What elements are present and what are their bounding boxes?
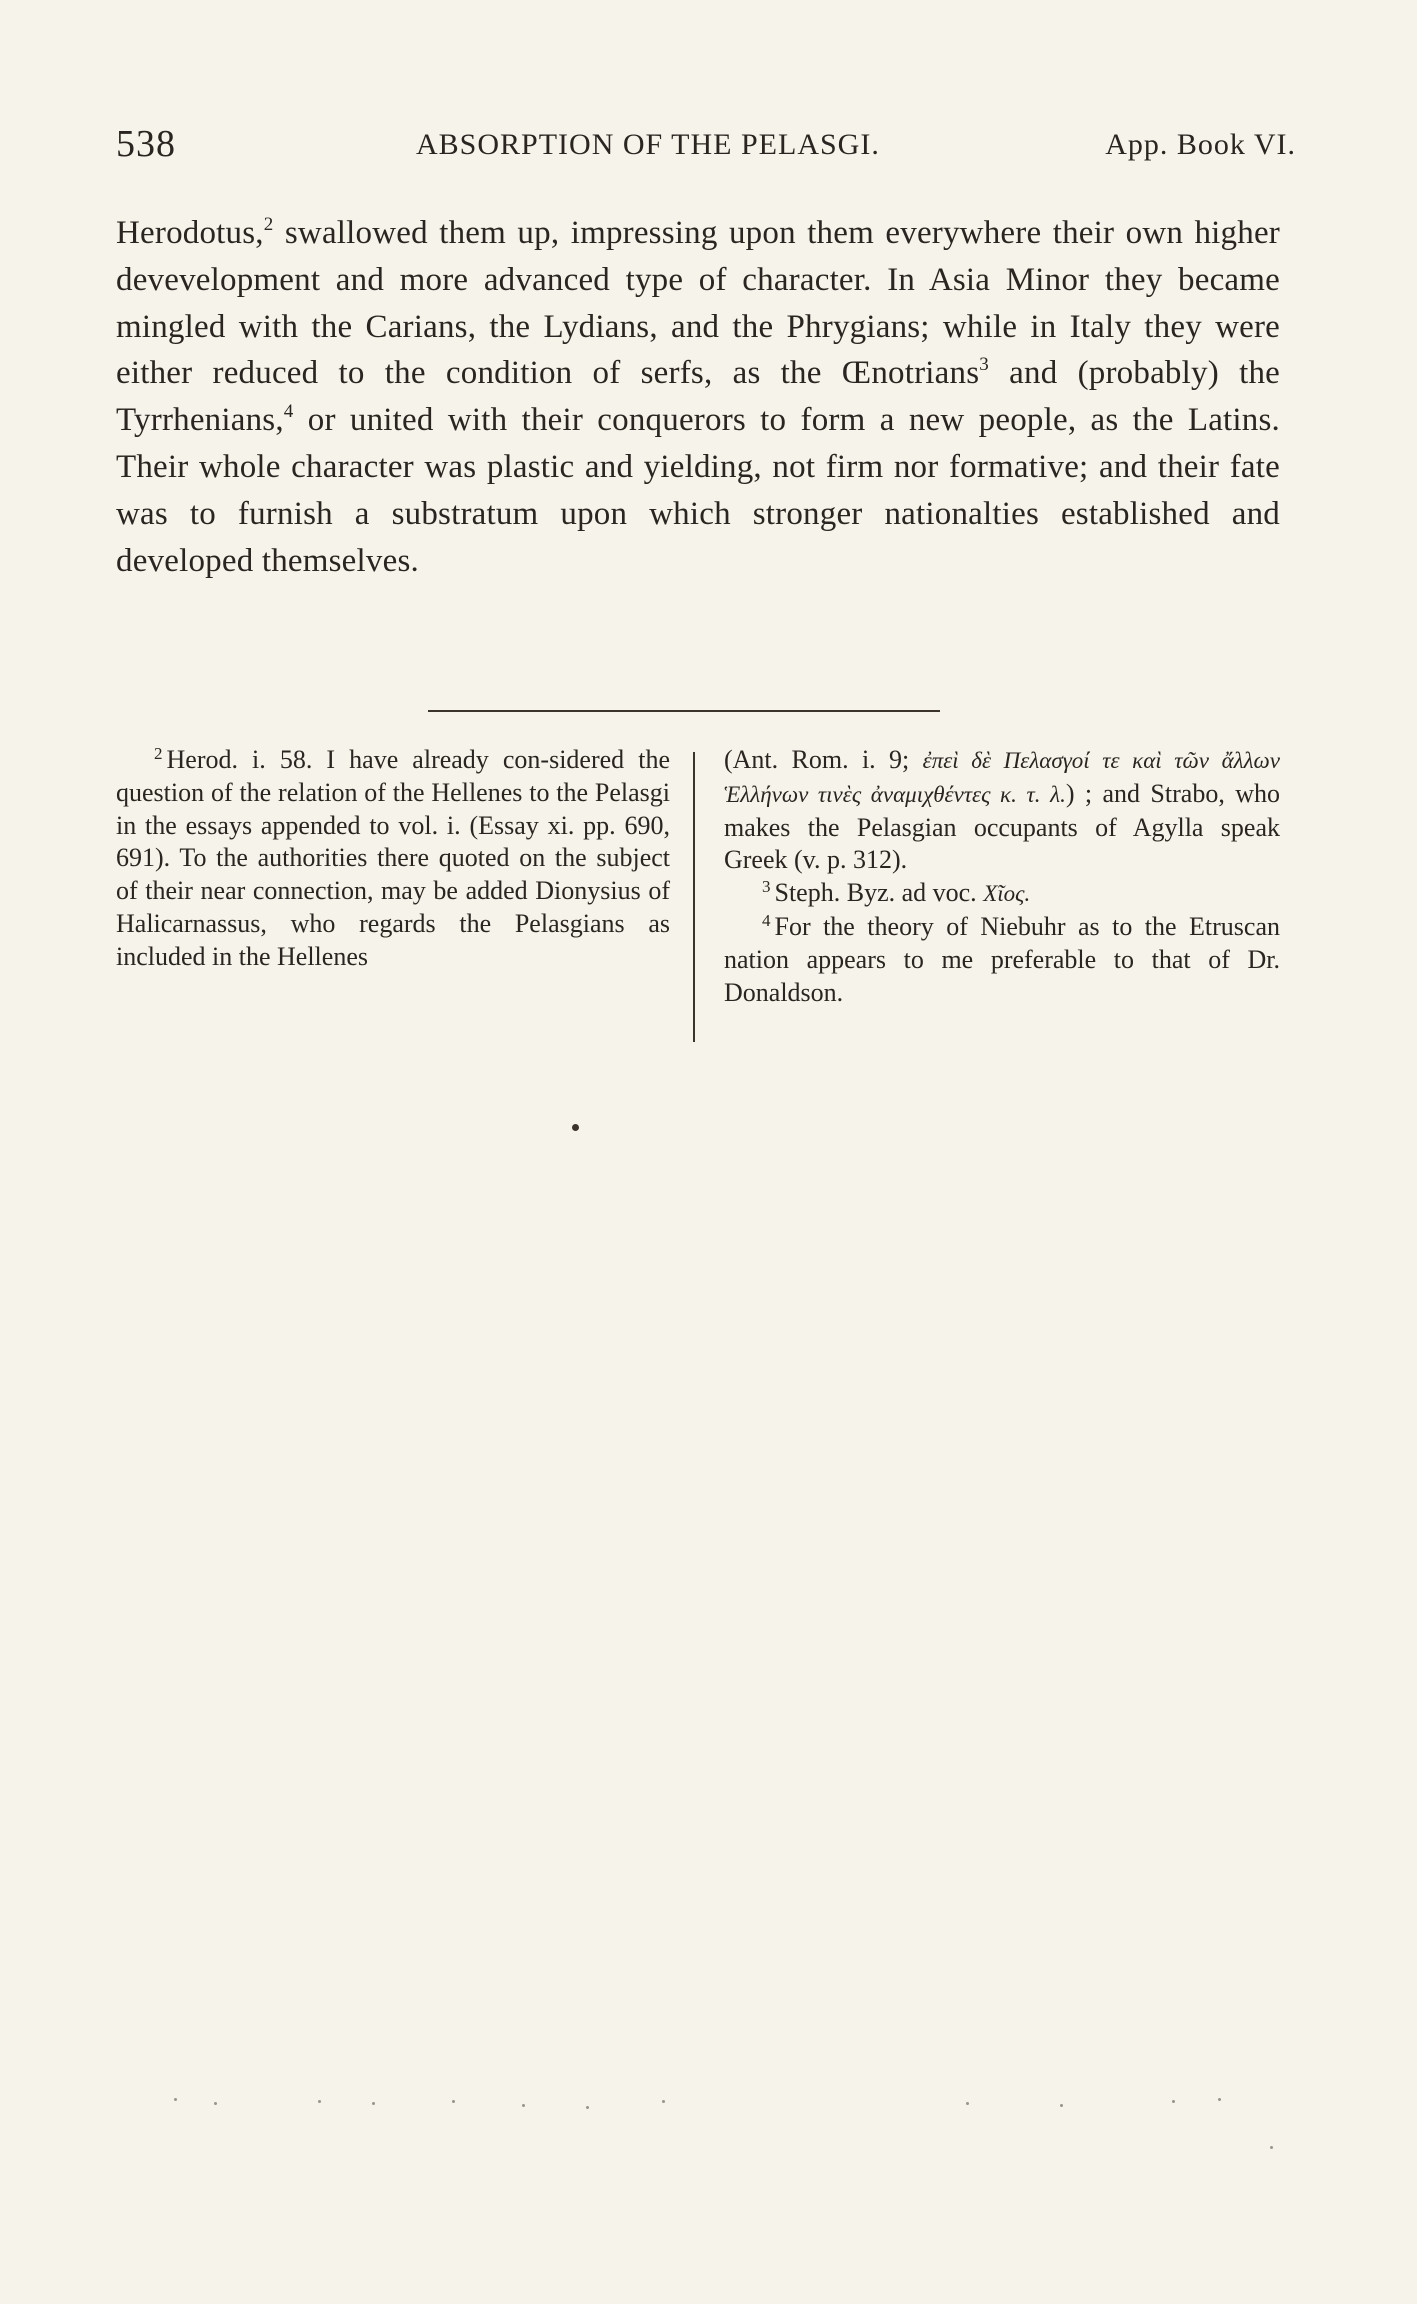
footnote-ref-4: 4 [283, 401, 294, 423]
footnotes-right-column [724, 744, 1280, 1009]
paper-speck [662, 2100, 665, 2103]
footnote-text: Herod. i. 58. I have already con-sidered the question of the relation of the Hellenes to the Pelasgi in the essays appended to vol. i. (Essay xi. pp. 690, 691). To the authorities there quoted on the subject of their near connection, may be added Dionysius of Halicarnassus, who regards the Pelasgians as included in the Hellenes [116, 745, 670, 971]
main-paragraph [116, 210, 1280, 584]
footnote-number: 3 [762, 877, 771, 897]
paper-speck [452, 2100, 455, 2103]
column-divider [693, 752, 695, 1042]
footnote-4 [724, 911, 1280, 1009]
paper-speck [214, 2102, 217, 2105]
section-reference: App. Book VI. [1105, 128, 1296, 161]
greek-quotation: ἐπεὶ δὲ Πελασγοί τε καὶ τῶν ἄλλων Ἑλλήνων τινὲς ἀναμιχθέντες κ. τ. λ. [724, 748, 1281, 807]
greek-word: Χῖος. [983, 881, 1031, 907]
footnote-number: 4 [762, 910, 771, 930]
footnote-text: Steph. Byz. ad voc. [774, 878, 984, 908]
body-text-segment: and (probably) the Tyrrhenians, [116, 355, 1280, 439]
page-header [116, 122, 1296, 170]
footnote-separator-rule [428, 710, 940, 712]
paper-speck [372, 2102, 375, 2105]
paper-speck [318, 2100, 321, 2103]
paper-speck [1218, 2098, 1221, 2101]
paper-speck [174, 2098, 177, 2101]
footnote-2-continuation [724, 744, 1280, 877]
body-text-segment: swallowed them up, impressing upon them everywhere their own higher devevelopment and more advanced type of character. In Asia Minor they became mingled with the Carians, the Lydians, and the Phrygians; while in Italy they were either reduced to the condition of serfs, as the Œnotrians [116, 215, 1280, 392]
footnote-ref-3: 3 [979, 354, 989, 376]
paper-speck [1270, 2146, 1273, 2149]
body-text-segment: or united with their conquerors to form a new people, as the Latins. Their whole character was plastic and yielding, not firm nor formative; and their fate was to furnish a substratum upon which stronger nationalties established and developed themselves. [116, 402, 1280, 579]
paper-speck [966, 2102, 969, 2105]
body-text-segment: Herodotus, [116, 215, 264, 251]
footnote-number: 2 [154, 744, 163, 763]
footnote-3 [724, 877, 1280, 911]
paper-speck [572, 1124, 579, 1131]
footnote-2 [116, 744, 670, 974]
page-number: 538 [116, 123, 176, 165]
footnote-ref-2: 2 [263, 214, 274, 235]
paper-speck [522, 2104, 525, 2107]
paper-speck [586, 2106, 589, 2109]
footnote-text: ) ; and Strabo, who makes the Pelasgian occupants of Agylla speak Greek (v. p. 312). [724, 778, 1280, 875]
paper-speck [1172, 2100, 1175, 2103]
footnotes-left-column [116, 744, 670, 974]
paper-speck [1060, 2104, 1063, 2107]
footnote-text: (Ant. Rom. i. 9; [724, 745, 923, 774]
footnote-text: For the theory of Niebuhr as to the Etruscan nation appears to me preferable to that of Dr. Donaldson. [724, 911, 1280, 1007]
running-title: ABSORPTION OF THE PELASGI. [416, 128, 880, 161]
